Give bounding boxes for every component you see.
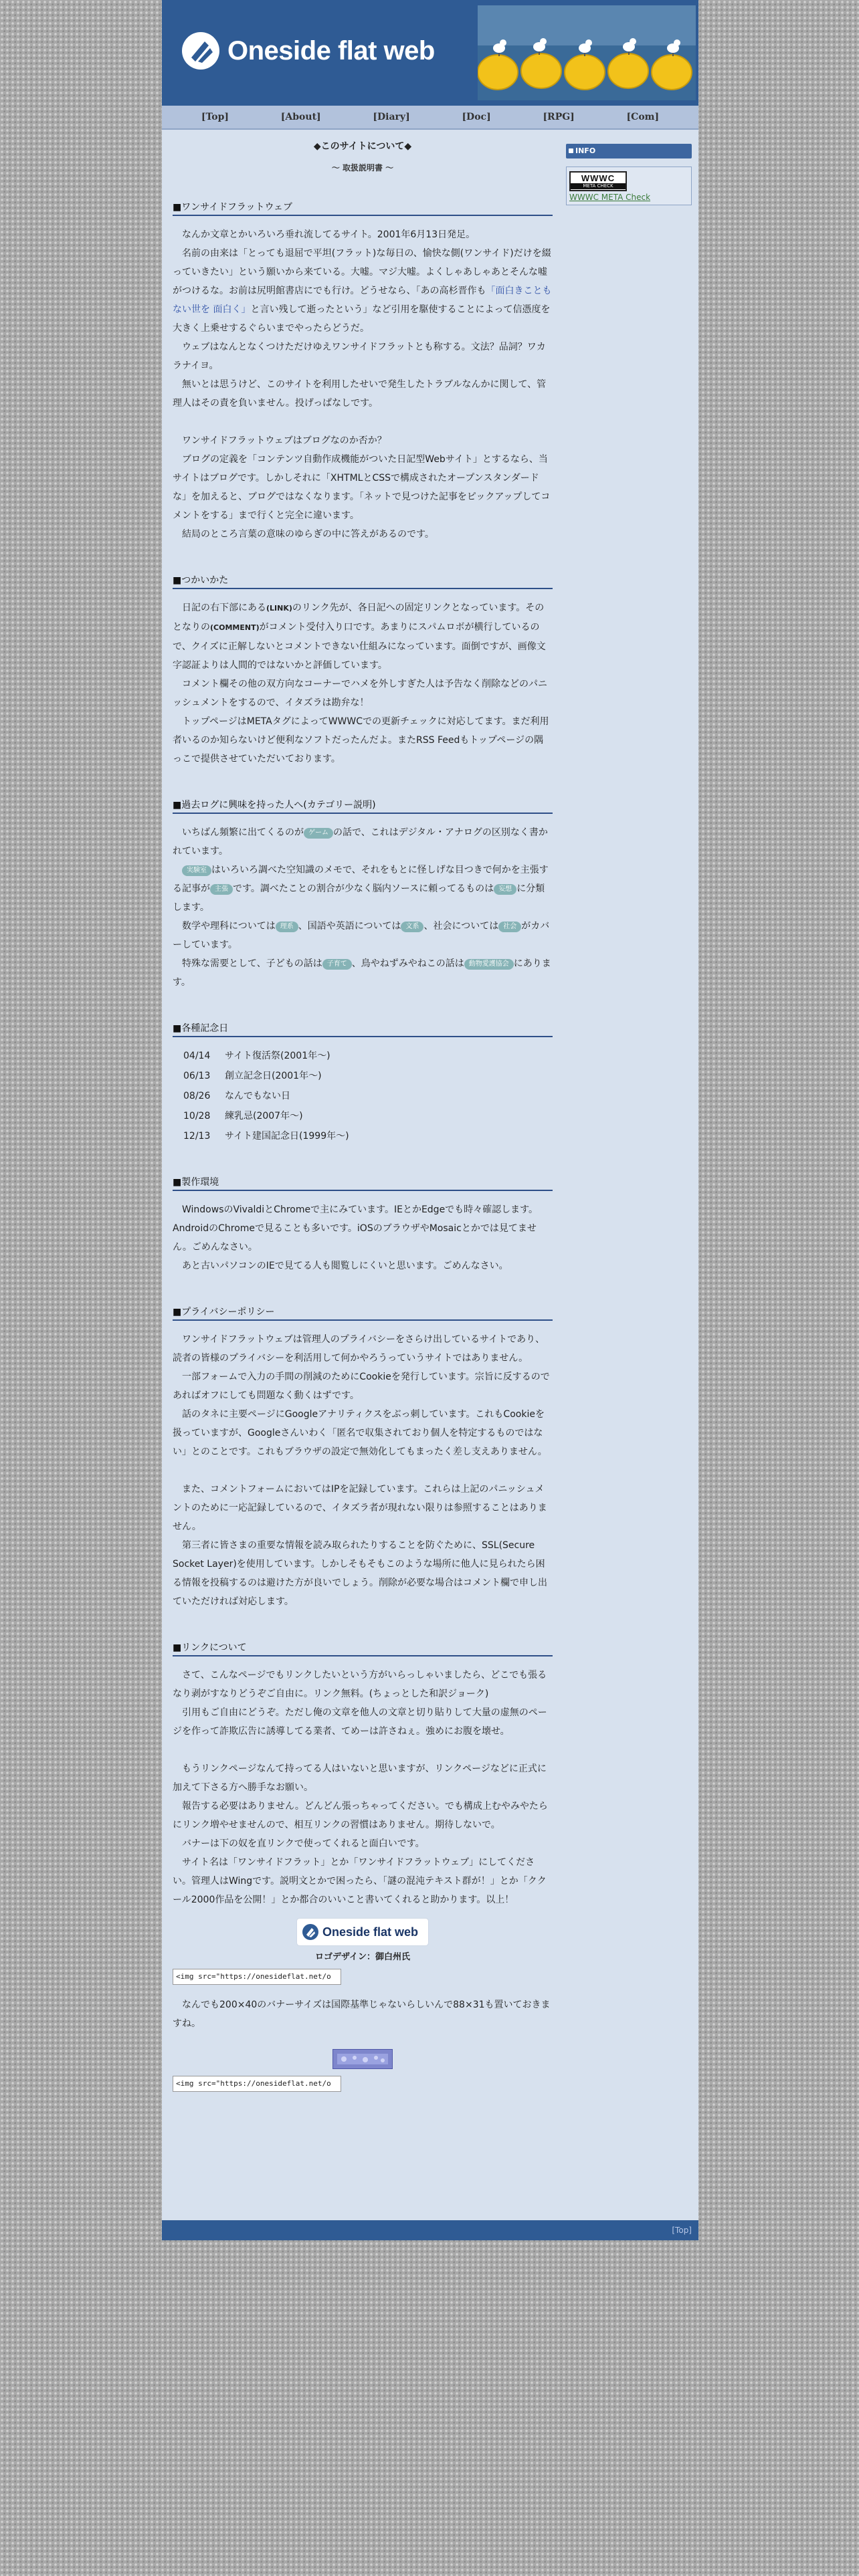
paragraph: コメント欄その他の双方向なコーナーでハメを外しすぎた人は予告なく削除などのパニッシュメントをするので、イタズラは勘弁な！ [173, 679, 547, 708]
banner-code-field[interactable]: <img src="https://onesideflat.net/o [173, 2076, 341, 2092]
section-heading: ■製作環境 [173, 1175, 553, 1191]
section-privacy [173, 1305, 553, 1611]
paragraph: 日記の右下部にある(LINK)のリンク先が、各日記への固定リンクとなっています。そのとなりの(COMMENT)がコメント受付入り口です。あまりにスパムロボが横行しているので、クイズに正解しないとコメントできない仕組みになっています。面倒ですが、画像文字認証よりは人間的ではないかと評価しています。 [173, 603, 546, 671]
info-box [566, 167, 692, 205]
section-usage [173, 573, 553, 768]
spacer [173, 413, 553, 431]
anniversary-item: 08/26 なんでもない日 [183, 1091, 290, 1101]
header-photo [478, 5, 696, 100]
comment-label: (COMMENT) [210, 623, 260, 632]
anniversary-item: 12/13 サイト建国記念日(1999年〜) [183, 1131, 349, 1142]
site-logo[interactable] [182, 32, 435, 70]
page-subtitle: 〜 取扱説明書 〜 [331, 163, 394, 173]
banner-title: Oneside flat web [322, 1925, 419, 1939]
paragraph: ブログの定義を「コンテンツ自動作成機能がついた日記型Webサイト」とするなら、当サイトはブログです。しかしそれに「XHTMLとCSSで構成されたオープンスタンダードな」を加えると、ブログではなくなります。「ネットで見つけた記事をピックアップしてコメントをする」まで行くと完全に違います。 [173, 454, 551, 521]
nav-diary[interactable]: [Diary] [373, 112, 410, 122]
category-tag[interactable]: 妄想 [494, 884, 516, 895]
spacer [173, 1741, 553, 1759]
category-tag[interactable]: 動物愛護協会 [464, 959, 514, 970]
back-to-top-link[interactable]: [Top] [672, 2226, 692, 2235]
section-anniversaries [173, 1021, 553, 1146]
anniversary-item: 06/13 創立記念日(2001年〜) [183, 1071, 322, 1081]
category-tag[interactable]: ゲーム [304, 828, 333, 839]
paragraph: 特殊な需要として、子どもの話は 子育て 、鳥やねずみやねこの話は 動物愛護協会 にあります。 [173, 958, 551, 988]
paragraph: ワンサイドフラットウェブはブログなのか否か？ [182, 435, 387, 446]
paragraph: 報告する必要はありません。どんどん張っちゃってください。でも構成上むやみやたらにリンク増やせませんので、相互リンクの習慣はありません。期待しないで。 [173, 1801, 548, 1830]
section-heading: ■ワンサイドフラットウェブ [173, 200, 553, 216]
paragraph: 引用もご自由にどうぞ。ただし俺の文章を他人の文章と切り貼りして大量の虚無のページを作って詐欺広告に誘導してる業者、てめーは許さねぇ。強めにお腹を壊せ。 [173, 1707, 547, 1737]
paragraph: ワンサイドフラットウェブは管理人のプライバシーをさらけ出しているサイトであり、読者の皆様のプライバシーを利活用して何かやろうっていうサイトではありません。 [173, 1334, 545, 1364]
section-heading: ■過去ログに興味を持った人へ(カテゴリー説明) [173, 798, 553, 814]
paragraph: さて、こんなページでもリンクしたいという方がいらっしゃいましたら、どこでも張るなり剥がすなりどうぞご自由に。リンク無料。(ちょっとした和訳ジョーク) [173, 1670, 547, 1699]
section-heading: ■各種記念日 [173, 1021, 553, 1037]
banner-code-field[interactable]: <img src="https://onesideflat.net/o [173, 1969, 341, 1985]
nav-about[interactable]: [About] [280, 112, 321, 122]
footer [162, 2220, 698, 2240]
paragraph: 一部フォームで入力の手間の削減のためにCookieを発行しています。宗旨に反するのであればオフにしても問題なく動くはずです。 [173, 1372, 550, 1401]
paragraph: なんか文章とかいろいろ垂れ流してるサイト。2001年6月13日発足。 [182, 229, 476, 240]
section-heading: ■つかいかた [173, 573, 553, 589]
nav-rpg[interactable]: [RPG] [543, 112, 575, 122]
info-heading: INFO [566, 144, 692, 158]
logo-icon [182, 32, 219, 70]
paragraph: サイト名は「ワンサイドフラット」とか「ワンサイドフラットウェブ」にしてください。管理人はWingです。説明文とかで困ったら、「謎の混沌テキスト群が！」とか「ククール2000作品を公開！」とか都合のいいこと書いてくれると助かります。以上！ [173, 1857, 547, 1905]
paragraph: 話のタネに主要ページにGoogleアナリティクスをぶっ刺しています。これもCookieを扱っていますが、Googleさんいわく「匿名で収集されており個人を特定するものではない」とのことです。これもブラウザの設定で無効化してもまったく差し支えありません。 [173, 1409, 547, 1457]
quote-link[interactable]: 「面白きこともない世を 面白く」 [173, 286, 552, 315]
wwwc-badge[interactable]: WWWC META CHECK [569, 171, 627, 191]
paragraph: なんでも200×40のバナーサイズは国際基準じゃないらしいんで88×31も置いておきますね。 [173, 2000, 551, 2029]
category-tag[interactable]: 主張 [210, 884, 233, 895]
paragraph: 数学や理科については 理系 、国語や英語については 文系 、社会については 社会 がカバーしています。 [173, 921, 550, 950]
main-nav [162, 106, 698, 130]
site-banner-small[interactable] [332, 2049, 393, 2069]
wwwc-meta-link[interactable]: WWWC META Check [569, 193, 651, 202]
category-tag[interactable]: 理系 [276, 922, 298, 932]
section-environment [173, 1175, 553, 1275]
paragraph: あと古いパソコンのIEで見てる人も閲覧しにくいと思います。ごめんなさい。 [182, 1261, 508, 1271]
page-wrapper [162, 0, 698, 2240]
section-heading: ■プライバシーポリシー [173, 1305, 553, 1321]
paragraph: バナーは下の奴を直リンクで使ってくれると面白いです。 [182, 1838, 425, 1849]
site-header [162, 0, 698, 106]
site-title: Oneside flat web [227, 35, 435, 66]
paragraph: もうリンクページなんて持ってる人はいないと思いますが、リンクページなどに正式に加えて下さる方へ勝手なお願い。 [173, 1763, 547, 1793]
paragraph: 実験室 はいろいろ調べた空知識のメモで、それをもとに怪しげな目つきで何かを主張する記事が 主張 です。調べたことの割合が少なく脳内ソースに頼ってるものは 妄想 に分類します。 [173, 865, 549, 913]
paragraph: 無いとは思うけど、このサイトを利用したせいで発生したトラブルなんかに関して、管理人はその責を負いません。投げっぱなしです。 [173, 379, 547, 409]
category-tag[interactable]: 社会 [498, 922, 521, 932]
paragraph: 第三者に皆さまの重要な情報を読み取られたりすることを防ぐために、SSL(Secure Socket Layer)を使用しています。しかしそもそもこのような場所に他人に見られたら困る情報を投稿するのは避けた方が良いでしょう。削除が必要な場合はコメント欄で申し出ていただければ対応します。 [173, 1540, 547, 1607]
category-tag[interactable]: 文系 [401, 922, 423, 932]
section-heading: ■リンクについて [173, 1640, 553, 1656]
nav-top[interactable]: [Top] [201, 112, 229, 122]
paragraph: いちばん頻繁に出てくるのが ゲーム の話で、これはデジタル・アナログの区別なく書かれています。 [173, 827, 548, 857]
page-title: ◆このサイトについて◆ [313, 141, 412, 152]
site-banner-large[interactable] [297, 1919, 428, 1945]
logo-credit: ロゴデザイン：御白州氏 [314, 1952, 411, 1962]
section-about [173, 200, 553, 544]
category-tag[interactable]: 実験室 [182, 865, 211, 876]
paragraph: 結局のところ言葉の意味のゆらぎの中に答えがあるのです。 [182, 529, 434, 540]
anniversary-item: 10/28 練乳忌(2007年〜) [183, 1111, 303, 1121]
paragraph: 名前の由来は「とっても退屈で平坦(フラット)な毎日の、愉快な側(ワンサイド)だけを綴っていきたい」という願いから来ている。大嘘。マジ大嘘。よくしゃあしゃあとそんな嘘がつけるな。お前は尻明館書店にでも行け。どうせなら、「あの高杉晋作も「面白きこともない世を 面白く」と言い残して逝ったという」など引用を駆使することによって信憑度を大きく上乗せするぐらいまでやったらどうだ。 [173, 248, 552, 334]
spacer [173, 1461, 553, 1480]
nav-com[interactable]: [Com] [626, 112, 660, 122]
paragraph: ウェブはなんとなくつけただけゆえワンサイドフラットとも称する。文法？品詞？ワカラナイヨ。 [173, 342, 546, 371]
paragraph: WindowsのVivaldiとChromeで主にみています。IEとかEdgeでも時々確認します。AndroidのChromeで見ることも多いです。iOSのブラウザやMosaicとかでは見てません。ごめんなさい。 [173, 1204, 539, 1253]
category-tag[interactable]: 子育て [322, 959, 352, 970]
sidebar [566, 144, 692, 205]
main-content [173, 131, 553, 2121]
link-label: (LINK) [266, 604, 292, 613]
paragraph: トップページはMETAタグによってWWWCでの更新チェックに対応してます。まだ利用者いるのか知らないけど便利なソフトだったんだよ。またRSS Feedもトップページの隅っこで提供させていただいております。 [173, 716, 549, 764]
section-categories [173, 798, 553, 992]
nav-doc[interactable]: [Doc] [462, 112, 491, 122]
section-links [173, 1640, 553, 2092]
paragraph: また、コメントフォームにおいてはIPを記録しています。これらは上記のパニッシュメントのために一応記録しているので、イタズラ者が現れない限りは参照することはありません。 [173, 1484, 547, 1532]
anniversary-item: 04/14 サイト復活祭(2001年〜) [183, 1051, 330, 1061]
logo-icon [302, 1924, 318, 1940]
